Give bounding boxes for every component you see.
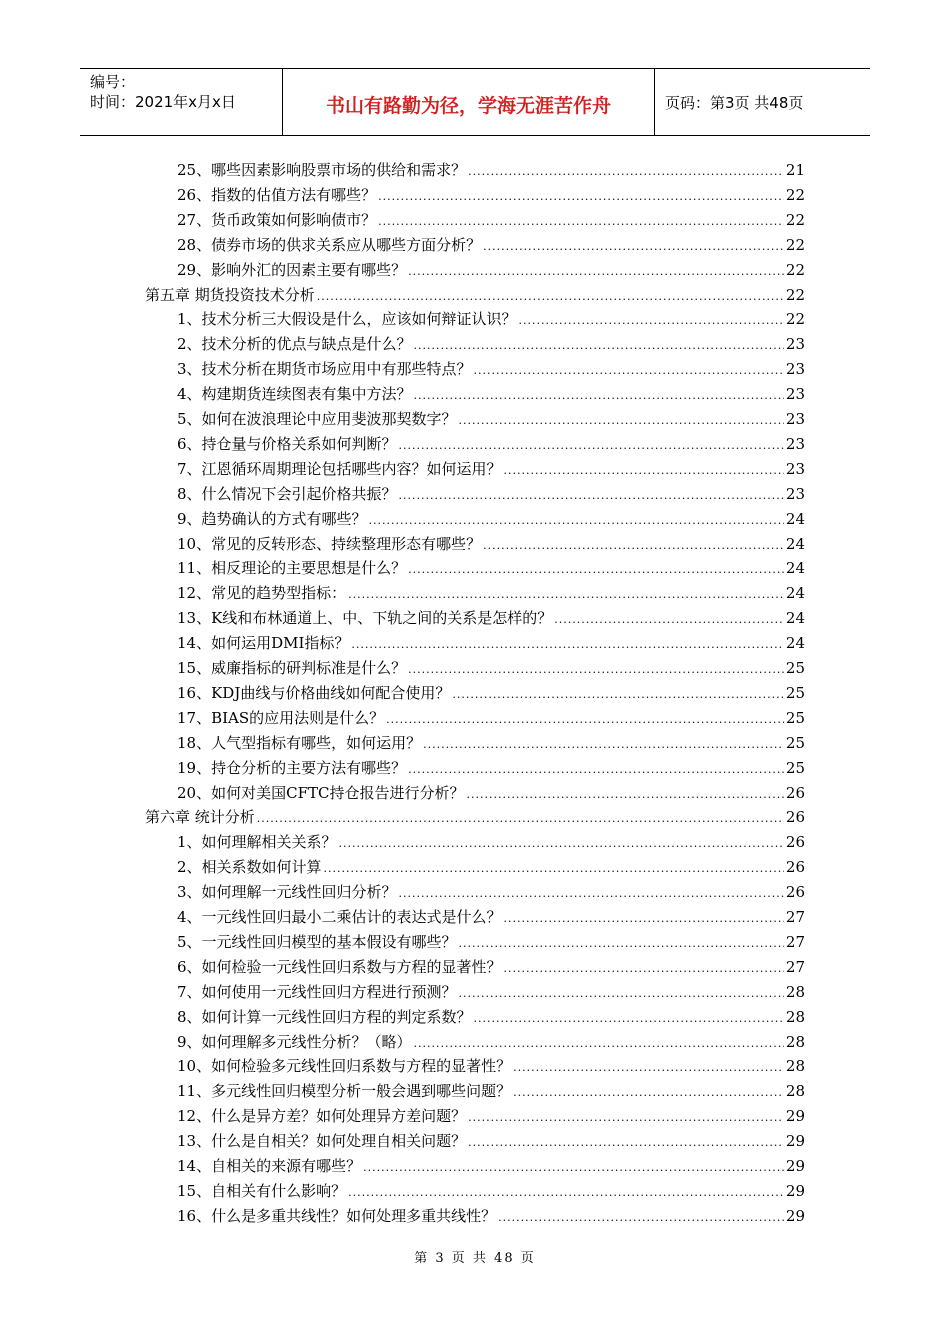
toc-entry-title: 7、如何使用一元线性回归方程进行预测？: [177, 982, 457, 1001]
toc-entry[interactable]: [177, 357, 805, 381]
toc-dot-leader: [408, 758, 784, 782]
toc-entry-page-number: 22: [785, 185, 805, 204]
toc-entry[interactable]: [177, 631, 805, 655]
toc-entry-title: 20、如何对美国CFTC持仓报告进行分析？: [177, 783, 465, 802]
toc-entry-page-number: 22: [785, 285, 805, 304]
toc-entry-page-number: 26: [785, 858, 805, 877]
toc-entry-page-number: 29: [785, 1132, 805, 1151]
toc-entry[interactable]: [177, 1079, 805, 1103]
toc-dot-leader: [504, 957, 784, 981]
toc-entry[interactable]: [177, 556, 805, 580]
toc-entry[interactable]: [177, 930, 805, 954]
toc-dot-leader: [324, 857, 784, 881]
toc-entry-title: 3、技术分析在期货市场应用中有那些特点？: [177, 360, 472, 379]
toc-dot-leader: [257, 807, 784, 831]
toc-entry[interactable]: [177, 756, 805, 780]
toc-entry[interactable]: [177, 656, 805, 680]
toc-entry-title: 7、江恩循环周期理论包括哪些内容？如何运用？: [177, 459, 502, 478]
toc-entry[interactable]: [177, 158, 805, 182]
toc-entry-title: 16、KDJ曲线与价格曲线如何配合使用？: [177, 683, 451, 702]
page-footer: 第 3 页 共 48 页: [414, 1251, 536, 1266]
toc-dot-leader: [554, 608, 784, 632]
toc-entry-title: 11、相反理论的主要思想是什么？: [177, 559, 407, 578]
toc-entry-title: 26、指数的估值方法有哪些？: [177, 185, 377, 204]
toc-entry[interactable]: [177, 1204, 805, 1228]
toc-entry-page-number: 23: [785, 459, 805, 478]
toc-entry-page-number: 27: [785, 957, 805, 976]
toc-entry-page-number: 29: [785, 1157, 805, 1175]
toc-dot-leader: [348, 1181, 784, 1205]
toc-entry-title: 17、BIAS的应用法则是什么？: [177, 708, 385, 727]
toc-entry-page-number: 25: [785, 733, 805, 752]
toc-entry-page-number: 24: [785, 559, 805, 578]
toc-entry[interactable]: [177, 457, 805, 481]
toc-dot-leader: [378, 210, 784, 234]
toc-dot-leader: [339, 832, 784, 856]
header-page-info: 页码：第3页 共48页: [665, 94, 804, 112]
toc-entry-page-number: 26: [785, 783, 805, 802]
toc-dot-leader: [513, 1081, 784, 1105]
toc-entry[interactable]: [177, 382, 805, 406]
toc-entry-page-number: 22: [785, 310, 805, 329]
toc-entry[interactable]: [177, 432, 805, 456]
toc-dot-leader: [408, 558, 784, 582]
toc-dot-leader: [408, 658, 784, 682]
toc-entry-page-number: 24: [785, 584, 805, 603]
toc-dot-leader: [498, 1206, 784, 1230]
toc-entry-page-number: 27: [785, 932, 805, 951]
toc-chapter-entry[interactable]: [145, 805, 805, 829]
toc-entry-page-number: 25: [785, 659, 805, 677]
toc-entry-title: 2、技术分析的优点与缺点是什么？: [177, 335, 412, 354]
toc-dot-leader: [399, 882, 784, 906]
toc-entry-title: 14、自相关的来源有哪些？: [177, 1157, 362, 1175]
toc-dot-leader: [378, 185, 784, 209]
toc-entry-title: 16、什么是多重共线性？如何处理多重共线性？: [177, 1206, 497, 1225]
toc-entry[interactable]: [177, 1005, 805, 1029]
toc-entry[interactable]: [177, 258, 805, 282]
toc-entry[interactable]: [177, 507, 805, 531]
toc-entry-page-number: 24: [785, 609, 805, 628]
toc-entry-title: 18、人气型指标有哪些，如何运用？: [177, 733, 422, 752]
header-motto: 书山有路勤为径，学海无涯苦作舟: [283, 69, 655, 135]
toc-entry-title: 4、构建期货连续图表有集中方法？: [177, 385, 412, 404]
toc-entry[interactable]: [177, 781, 805, 805]
toc-entry-page-number: 26: [785, 883, 805, 902]
page-header: [80, 68, 870, 136]
toc-entry-page-number: 28: [785, 1007, 805, 1026]
toc-entry[interactable]: [177, 183, 805, 207]
toc-entry[interactable]: [177, 1154, 805, 1178]
document-number-label: 编号：: [90, 73, 136, 91]
toc-entry-page-number: 28: [785, 1032, 805, 1051]
toc-entry-title: 第六章 统计分析: [145, 808, 255, 827]
toc-entry-page-number: 29: [785, 1107, 805, 1126]
header-meta: [80, 69, 283, 135]
toc-dot-leader: [483, 235, 784, 259]
toc-entry-page-number: 25: [785, 758, 805, 777]
toc-entry-title: 27、货币政策如何影响债市？: [177, 210, 377, 229]
toc-dot-leader: [468, 160, 784, 184]
toc-entry-title: 6、如何检验一元线性回归系数与方程的显著性？: [177, 957, 502, 976]
toc-entry-title: 10、常见的反转形态、持续整理形态有哪些？: [177, 534, 482, 553]
toc-entry[interactable]: [177, 606, 805, 630]
toc-entry-page-number: 22: [785, 210, 805, 229]
toc-entry[interactable]: [177, 407, 805, 431]
toc-entry-page-number: 28: [785, 1082, 805, 1101]
toc-entry-page-number: 23: [785, 410, 805, 428]
toc-entry[interactable]: [177, 1129, 805, 1153]
toc-dot-leader: [483, 534, 784, 558]
toc-entry-page-number: 26: [785, 833, 805, 852]
toc-entry-title: 6、持仓量与价格关系如何判断？: [177, 434, 397, 453]
toc-entry[interactable]: [177, 1054, 805, 1078]
toc-entry-title: 9、如何理解多元线性分析？（略）: [177, 1032, 412, 1051]
toc-entry-page-number: 24: [785, 534, 805, 553]
toc-dot-leader: [474, 1007, 784, 1031]
toc-entry-title: 2、相关系数如何计算: [177, 858, 322, 877]
toc-entry[interactable]: [177, 706, 805, 730]
toc-entry-title: 8、如何计算一元线性回归方程的判定系数？: [177, 1007, 472, 1026]
toc-entry-title: 15、自相关有什么影响？: [177, 1181, 347, 1200]
toc-dot-leader: [348, 583, 784, 607]
toc-dot-leader: [423, 733, 784, 757]
toc-dot-leader: [414, 384, 784, 408]
toc-entry[interactable]: [177, 1179, 805, 1203]
toc-entry-title: 12、常见的趋势型指标：: [177, 584, 347, 603]
toc-entry-title: 14、如何运用DMI指标？: [177, 634, 350, 653]
toc-entry[interactable]: [177, 681, 805, 705]
toc-entry-title: 13、K线和布林通道上、中、下轨之间的关系是怎样的？: [177, 609, 553, 628]
toc-entry-page-number: 23: [785, 360, 805, 379]
toc-entry-page-number: 23: [785, 484, 805, 503]
toc-dot-leader: [466, 783, 783, 807]
toc-entry-title: 12、什么是异方差？如何处理异方差问题？: [177, 1107, 467, 1126]
toc-entry-page-number: 29: [785, 1181, 805, 1200]
toc-entry[interactable]: [177, 1104, 805, 1128]
toc-entry-title: 9、趋势确认的方式有哪些？: [177, 509, 367, 528]
toc-dot-leader: [452, 683, 784, 707]
toc-dot-leader: [317, 285, 784, 309]
toc-dot-leader: [504, 907, 784, 931]
toc-entry-title: 8、什么情况下会引起价格共振？: [177, 484, 397, 503]
toc-dot-leader: [414, 1032, 784, 1056]
toc-entry-page-number: 28: [785, 1057, 805, 1076]
toc-entry-title: 1、如何理解相关关系？: [177, 833, 337, 852]
toc-entry[interactable]: [177, 307, 805, 331]
toc-entry[interactable]: [177, 482, 805, 506]
toc-entry-page-number: 26: [785, 808, 805, 827]
toc-entry[interactable]: [177, 955, 805, 979]
toc-entry[interactable]: [177, 880, 805, 904]
document-date: 时间：2021年x月x日: [90, 93, 236, 111]
toc-entry-title: 19、持仓分析的主要方法有哪些？: [177, 758, 407, 777]
toc-dot-leader: [513, 1056, 784, 1080]
toc-entry-page-number: 24: [785, 634, 805, 653]
toc-entry-title: 15、威廉指标的研判标准是什么？: [177, 659, 407, 677]
toc-dot-leader: [369, 509, 784, 533]
toc-entry[interactable]: [177, 1030, 805, 1054]
toc-entry-page-number: 23: [785, 335, 805, 354]
toc-entry[interactable]: [177, 830, 805, 854]
toc-entry-page-number: 25: [785, 683, 805, 702]
toc-dot-leader: [504, 459, 784, 483]
toc-entry-page-number: 24: [785, 509, 805, 528]
toc-entry-title: 1、技术分析三大假设是什么，应该如何辩证认识？: [177, 310, 517, 329]
toc-entry-title: 第五章 期货投资技术分析: [145, 285, 315, 304]
toc-entry-title: 13、什么是自相关？如何处理自相关问题？: [177, 1132, 467, 1151]
toc-dot-leader: [414, 334, 784, 358]
toc-entry[interactable]: [177, 581, 805, 605]
toc-entry-page-number: 25: [785, 708, 805, 727]
toc-entry-page-number: 21: [785, 161, 805, 179]
toc-entry-title: 25、哪些因素影响股票市场的供给和需求？: [177, 161, 467, 179]
toc-entry[interactable]: [177, 855, 805, 879]
toc-dot-leader: [468, 1131, 784, 1155]
toc-entry-page-number: 22: [785, 260, 805, 279]
toc-entry-title: 10、如何检验多元线性回归系数与方程的显著性？: [177, 1057, 512, 1076]
toc-dot-leader: [386, 708, 784, 732]
toc-entry[interactable]: [177, 980, 805, 1004]
toc-dot-leader: [459, 932, 784, 956]
toc-entry-title: 11、多元线性回归模型分析一般会遇到哪些问题？: [177, 1082, 512, 1101]
toc-dot-leader: [474, 359, 784, 383]
toc-dot-leader: [408, 260, 784, 284]
toc-entry-title: 29、影响外汇的因素主要有哪些？: [177, 260, 407, 279]
toc-entry-title: 5、如何在波浪理论中应用斐波那契数字？: [177, 410, 457, 428]
toc-dot-leader: [399, 434, 784, 458]
toc-entry-title: 3、如何理解一元线性回归分析？: [177, 883, 397, 902]
toc-entry[interactable]: [177, 332, 805, 356]
toc-entry[interactable]: [177, 208, 805, 232]
toc-dot-leader: [519, 309, 784, 333]
toc-entry-page-number: 22: [785, 235, 805, 254]
toc-dot-leader: [468, 1106, 784, 1130]
toc-entry[interactable]: [177, 731, 805, 755]
toc-entry-title: 5、一元线性回归模型的基本假设有哪些？: [177, 932, 457, 951]
toc-dot-leader: [459, 982, 784, 1006]
toc-dot-leader: [363, 1156, 784, 1180]
toc-chapter-entry[interactable]: [145, 283, 805, 307]
toc-entry-page-number: 23: [785, 434, 805, 453]
toc-entry-page-number: 27: [785, 908, 805, 926]
toc-entry-title: 4、一元线性回归最小二乘估计的表达式是什么？: [177, 908, 502, 926]
toc-entry[interactable]: [177, 532, 805, 556]
toc-entry-title: 28、债券市场的供求关系应从哪些方面分析？: [177, 235, 482, 254]
toc-entry-page-number: 23: [785, 385, 805, 404]
toc-dot-leader: [399, 484, 784, 508]
toc-entry[interactable]: [177, 233, 805, 257]
toc-dot-leader: [459, 409, 784, 433]
toc-entry-page-number: 29: [785, 1206, 805, 1225]
toc-entry[interactable]: [177, 905, 805, 929]
toc-dot-leader: [351, 633, 784, 657]
toc-entry-page-number: 28: [785, 982, 805, 1001]
